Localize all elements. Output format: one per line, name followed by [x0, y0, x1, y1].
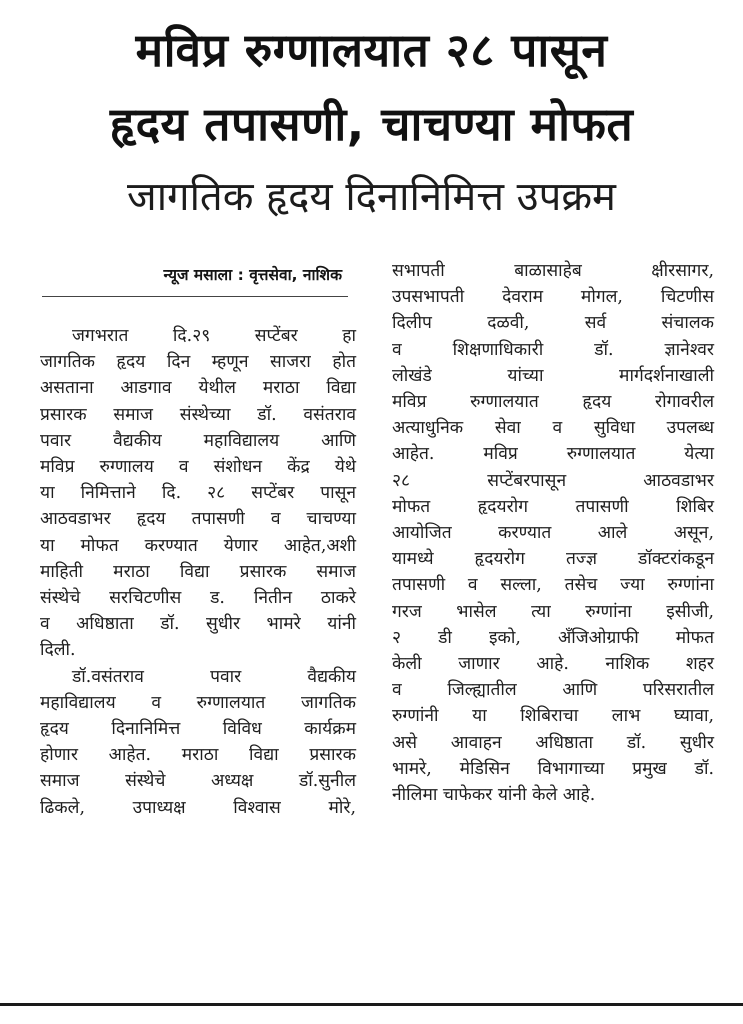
article-column-left	[40, 262, 356, 821]
text-line: या निमित्ताने दि. २८ सप्टेंबर पासून	[40, 483, 356, 504]
text-line: सभापती बाळासाहेब क्षीरसागर,	[392, 261, 714, 281]
text-line: व जिल्ह्यातील आणि परिसरातील	[392, 680, 714, 701]
text-line: २८ सप्टेंबरपासून आठवडाभर	[392, 470, 714, 491]
text-line: प्रसारक समाज संस्थेच्या डॉ. वसंतराव	[40, 404, 356, 425]
article-column-right	[392, 258, 714, 808]
byline-divider	[42, 296, 348, 297]
text-line: असे आवाहन अधिष्ठाता डॉ. सुधीर	[392, 732, 714, 753]
text-line: दिली.	[40, 640, 76, 661]
text-line: हृदय दिनानिमित्त विविध कार्यक्रम	[40, 719, 356, 740]
text-line: लोखंडे यांच्या मार्गदर्शनाखाली	[392, 365, 714, 386]
text-line: ढिकले, उपाध्यक्ष विश्वास मोरे,	[40, 797, 356, 818]
paragraph	[392, 258, 714, 808]
text-line: असताना आडगाव येथील मराठा विद्या	[40, 378, 356, 399]
text-line: तपासणी व सल्ला, तसेच ज्या रुग्णांना	[392, 575, 714, 596]
text-line: भामरे, मेडिसिन विभागाच्या प्रमुख डॉ.	[392, 758, 714, 779]
text-line: आयोजित करण्यात आले असून,	[392, 523, 714, 544]
text-line: महाविद्यालय व रुग्णालयात जागतिक	[40, 692, 356, 713]
text-line: गरज भासेल त्या रुग्णांना इसीजी,	[392, 601, 714, 622]
text-line: केली जाणार आहे. नाशिक शहर	[392, 654, 714, 675]
text-line: जगभरात दि.२९ सप्टेंबर हा	[72, 326, 356, 346]
byline: न्यूज मसाला : वृत्तसेवा, नाशिक	[163, 266, 342, 284]
text-line: अत्याधुनिक सेवा व सुविधा उपलब्ध	[392, 418, 714, 439]
paragraph	[40, 323, 356, 664]
text-line: मोफत हृदयरोग तपासणी शिबिर	[392, 496, 714, 517]
subheading: जागतिक हृदय दिनानिमित्त उपक्रम	[127, 174, 616, 220]
text-line: जागतिक हृदय दिन म्हणून साजरा होत	[40, 352, 356, 373]
text-line: व अधिष्ठाता डॉ. सुधीर भामरे यांनी	[40, 614, 356, 635]
article-body-right	[392, 258, 714, 808]
bottom-divider	[0, 1003, 743, 1006]
text-line: यामध्ये हृदयरोग तज्ज्ञ डॉक्टरांकडून	[392, 549, 714, 570]
text-line: पवार वैद्यकीय महाविद्यालय आणि	[40, 430, 356, 451]
text-line: डॉ.वसंतराव पवार वैद्यकीय	[72, 666, 356, 687]
text-line: संस्थेचे सरचिटणीस ड. नितीन ठाकरे	[40, 588, 356, 609]
text-line: २ डी इको, अँजिओग्राफी मोफत	[392, 627, 714, 648]
headline-line-1: मविप्र रुग्णालयात २८ पासून	[135, 23, 608, 77]
text-line: नीलिमा चाफेकर यांनी केले आहे.	[392, 785, 596, 806]
text-line: दिलीप दळवी, सर्व संचालक	[392, 313, 714, 334]
text-line: आहेत. मविप्र रुग्णालयात येत्या	[392, 444, 714, 465]
text-line: मविप्र रुग्णालयात हृदय रोगावरील	[392, 392, 714, 413]
text-line: माहिती मराठा विद्या प्रसारक समाज	[40, 561, 356, 582]
paragraph	[40, 664, 356, 821]
text-line: होणार आहेत. मराठा विद्या प्रसारक	[40, 745, 356, 766]
text-line: मविप्र रुग्णालय व संशोधन केंद्र येथे	[40, 457, 356, 478]
text-line: उपसभापती देवराम मोगल, चिटणीस	[392, 287, 714, 308]
text-line: व शिक्षणाधिकारी डॉ. ज्ञानेश्वर	[392, 339, 714, 360]
text-line: या मोफत करण्यात येणार आहेत,अशी	[40, 535, 356, 556]
text-line: आठवडाभर हृदय तपासणी व चाचण्या	[40, 509, 356, 530]
text-line: रुग्णांनी या शिबिराचा लाभ घ्यावा,	[392, 706, 714, 727]
text-line: समाज संस्थेचे अध्यक्ष डॉ.सुनील	[40, 771, 356, 792]
headline-line-2: हृदय तपासणी, चाचण्या मोफत	[109, 97, 634, 151]
article-body-left	[40, 323, 356, 821]
